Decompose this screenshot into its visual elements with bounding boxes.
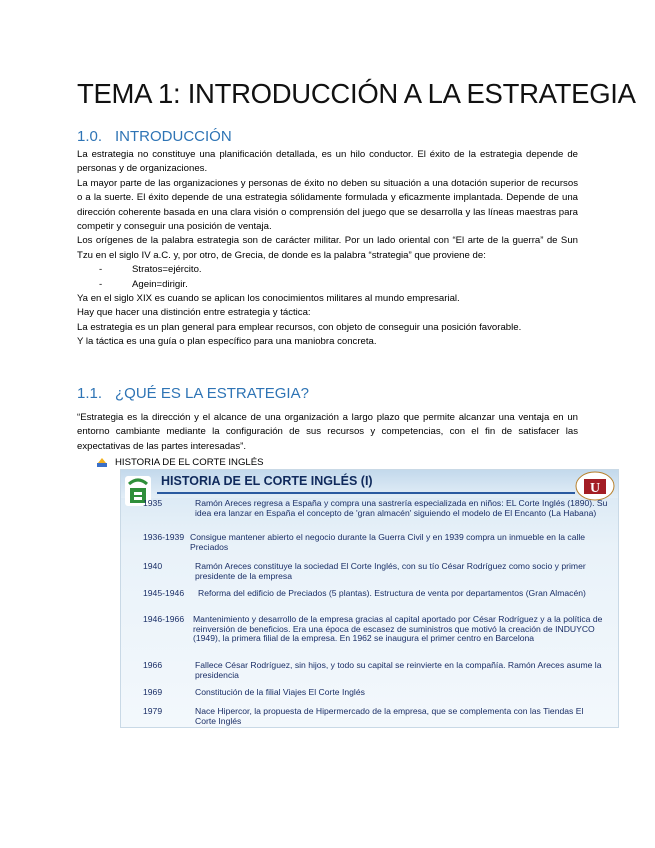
logo-letter: U [589, 481, 601, 496]
slide-title: HISTORIA DE EL CORTE INGLÉS (I) [161, 474, 373, 488]
timeline-text: Nace Hipercor, la propuesta de Hipermercado de la empresa, que se complementa con las Tiendas El Corte Inglés [195, 706, 584, 726]
timeline-text: Mantenimiento y desarrollo de la empresa gracias al capital aportado por César Rodríguez y a la política de reinversión de beneficios. Era una época de escasez de suministros que motivó la creación de INDUYCO (1949), la primera filial de la empresa. En 1962 se inaugura el primer centro en Barcelona [193, 614, 603, 643]
section-heading-1-0 [77, 128, 232, 145]
list-item: - Agein=dirigir. [77, 278, 578, 292]
section-number: 1.0. [77, 128, 103, 145]
list-item: - Stratos=ejército. [77, 263, 578, 277]
paragraph: Hay que hacer una distinción entre estrategia y táctica: [77, 307, 311, 319]
page-title: TEMA 1: INTRODUCCIÓN A LA ESTRATEGIA [77, 78, 636, 109]
intro-body [77, 148, 578, 350]
definition-paragraph: “Estrategia es la dirección y el alcance de una organización a largo plazo que permite alcanzar una ventaja en un entorno cambiante mediante la configuración de sus recursos y competencias, con el fin de satisfacer las expectativas de las partes interesadas”. [77, 412, 578, 452]
timeline-year: 1936-1939 [143, 532, 185, 542]
section-title: INTRODUCCIÓN [115, 128, 232, 145]
timeline-text: Fallece César Rodríguez, sin hijos, y todo su capital se reinvierte en la compañía. Ramón Areces asume la presidencia [195, 660, 602, 680]
timeline-year: 1966 [143, 660, 163, 670]
timeline-text: Ramón Areces constituye la sociedad El Corte Inglés, con su tío César Rodríguez como socio y primer presidente de la empresa [195, 561, 586, 581]
section-heading-1-1 [77, 385, 309, 402]
origins-list [77, 263, 578, 292]
section-number: 1.1. [77, 385, 103, 402]
paragraph: La estrategia es un plan general para emplear recursos, con objeto de conseguir una posición favorable. [77, 321, 522, 333]
bullet-icon [96, 458, 108, 468]
paragraph: Ya en el siglo XIX es cuando se aplican los conocimientos militares al mundo empresarial. [77, 293, 460, 305]
timeline-text: Constitución de la filial Viajes El Corte Inglés [195, 687, 365, 697]
slide-title-underline [157, 492, 575, 494]
timeline-year: 1935 [143, 498, 163, 508]
timeline-text: Reforma del edificio de Preciados (5 plantas). Estructura de venta por departamentos (Gran Almacén) [198, 588, 586, 598]
definition-body [77, 411, 578, 454]
bullet-heading [96, 457, 264, 468]
timeline-year: 1940 [143, 561, 163, 571]
paragraph: Y la táctica es una guía o plan específico para una maniobra concreta. [77, 336, 377, 348]
bullet-heading-text: HISTORIA DE EL CORTE INGLÉS [115, 457, 264, 468]
paragraph: La mayor parte de las organizaciones y personas de éxito no deben su situación a una dotación superior de recursos o a la suerte. El éxito depende de una estrategia sólidamente formulada y eficazmente implantada. Depende de una dirección coherente basada en una clara visión o comprensión del juego que se desarrolla y las líneas maestras para competir y conseguir una posición de ventaja. [77, 177, 578, 233]
timeline-text: Ramón Areces regresa a España y compra una sastrería especializada en niños: EL Corte Inglés (1890). Su idea era lanzar en España el concepto de 'gran almacén' siguiendo el modelo de El Encanto (La Habana) [195, 498, 608, 518]
paragraph: La estrategia no constituye una planificación detallada, es un hilo conductor. El éxito de la estrategia depende de personas y de organizaciones. [77, 149, 578, 175]
timeline-year: 1969 [143, 687, 163, 697]
embedded-slide [120, 469, 619, 728]
timeline-year: 1946-1966 [143, 614, 185, 624]
timeline-year: 1979 [143, 706, 163, 716]
section-title: ¿QUÉ ES LA ESTRATEGIA? [115, 385, 309, 402]
timeline-text: Consigue mantener abierto el negocio durante la Guerra Civil y en 1939 compra un inmueble en la calle Preciados [190, 532, 586, 552]
timeline-year: 1945-1946 [143, 588, 185, 598]
paragraph: Los orígenes de la palabra estrategia son de carácter militar. Por un lado oriental con “El arte de la guerra” de Sun Tzu en el siglo IV a.C. y, por otro, de Grecia, de donde es la palabra “strategia” que proviene de: [77, 235, 578, 261]
